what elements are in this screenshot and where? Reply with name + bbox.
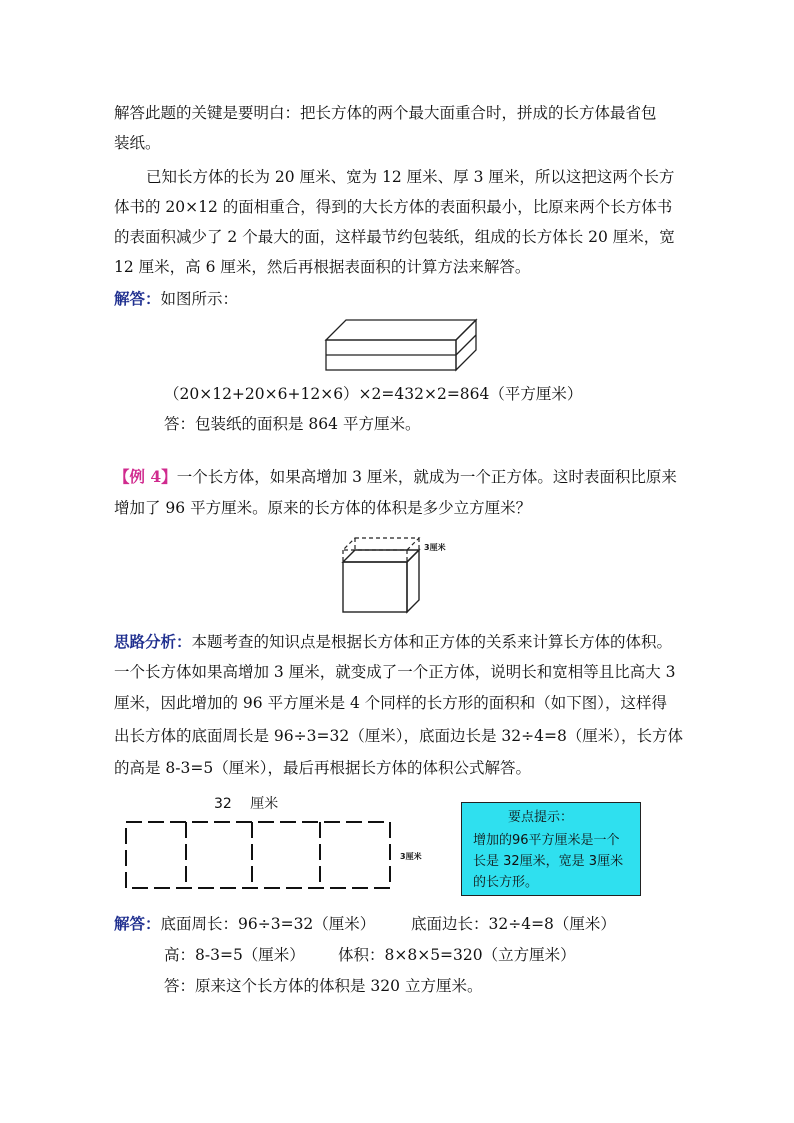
para-line-3: 的表面积减少了 2 个最大的面，这样最节约包装纸，组成的长方体长 20 厘米，宽 [114,228,675,246]
example4-line-1: 一个长方体，如果高增加 3 厘米，就成为一个正方体。这时表面积比原来 [176,468,677,486]
answer1-result: 答：包装纸的面积是 864 平方厘米。 [164,415,421,433]
analysis-line-4: 出长方体的底面周长是 96÷3=32（厘米），底面边长是 32÷4=8（厘米），长方体 [114,727,684,745]
answer2-label: 解答： [114,914,161,933]
analysis-line-5: 的高是 8-3=5（厘米），最后再根据长方体的体积公式解答。 [114,759,531,777]
answer1-text: 如图所示： [160,290,239,308]
answer2-row-1 [114,914,375,934]
answer2-perimeter: 底面周长：96÷3=32（厘米） [160,915,376,933]
analysis-label: 思路分析： [114,632,192,651]
analysis-row-1 [114,632,672,652]
analysis-line-3: 厘米，因此增加的 96 平方厘米是 4 个同样的长方形的面积和（如下图），这样得 [114,694,668,712]
tip-line-2: 长是 32厘米，宽是 3厘米 [473,854,624,869]
stacked-boxes-figure [320,316,482,374]
answer1-row [114,289,238,309]
diagram-top-label: 32 厘米 [214,796,279,812]
answer1-formula: （20×12+20×6+12×6）×2=432×2=864（平方厘米） [164,385,583,403]
answer2-result: 答：原来这个长方体的体积是 320 立方厘米。 [164,977,483,995]
tip-line-1: 增加的96平方厘米是一个 [473,833,620,848]
para-line-2: 体书的 20×12 的面相重合，得到的大长方体的表面积最小，比原来两个长方体书 [114,198,673,216]
answer2-side: 底面边长：32÷4=8（厘米） [411,915,616,933]
example4-line-2: 增加了 96 平方厘米。原来的长方体的体积是多少立方厘米？ [114,499,532,517]
box-extension-figure [338,532,468,618]
example4-tag: 【例 4】 [114,467,177,486]
tip-line-3: 的长方形。 [473,875,539,890]
tip-title: 要点提示： [508,810,574,825]
answer2-volume: 体积：8×8×5=320（立方厘米） [338,946,576,964]
answer1-label: 解答： [114,289,161,308]
box-height-label: 3厘米 [424,543,446,552]
answer2-height: 高：8-3=5（厘米） [164,946,305,964]
para-line-4: 12 厘米，高 6 厘米，然后再根据表面积的计算方法来解答。 [114,258,531,276]
intro-line-2: 装纸。 [114,134,161,152]
analysis-line-2: 一个长方体如果高增加 3 厘米，就变成了一个正方体，说明长和宽相等且比高大 3 [114,663,676,681]
tip-box [461,802,641,896]
diagram-side-label: 3厘米 [400,852,422,861]
dashed-rectangles-diagram [122,818,442,894]
analysis-line-1: 本题考查的知识点是根据长方体和正方体的关系来计算长方体的体积。 [191,633,673,651]
example4-row-1 [114,467,677,487]
intro-line-1: 解答此题的关键是要明白：把长方体的两个最大面重合时，拼成的长方体最省包 [114,104,657,122]
para-line-1: 已知长方体的长为 20 厘米、宽为 12 厘米、厚 3 厘米，所以这把这两个长方 [146,168,675,186]
